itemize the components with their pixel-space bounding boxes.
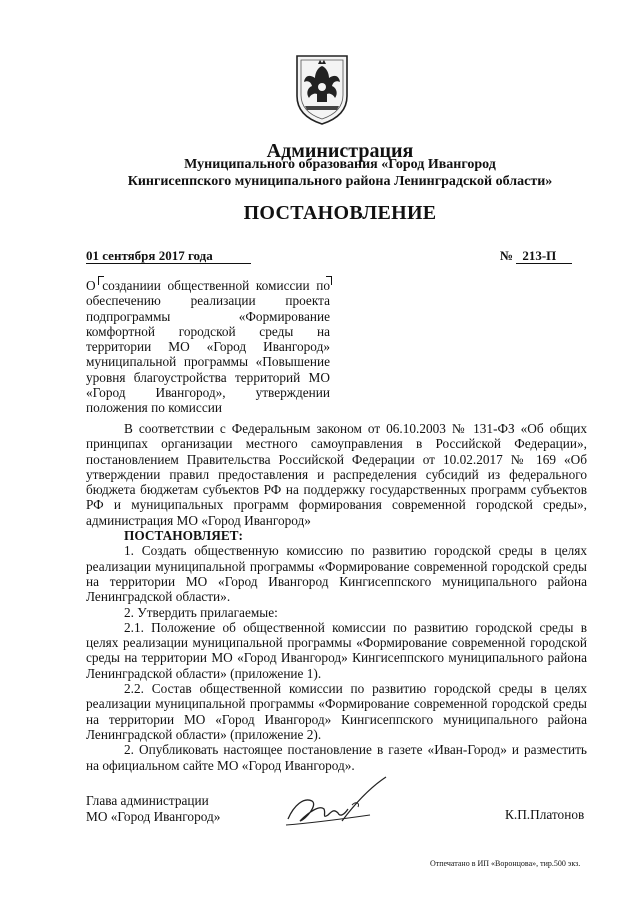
item-1: 1. Создать общественную комиссию по развитию городской среды в целях реализации муниципальной программы «Формирование современной городской среды на территории МО «Город Ивангород Кингисеппского муниципального района Ленинградской области».	[86, 543, 587, 605]
org-district: Кингисеппского муниципального района Ленинградской области»	[127, 174, 553, 189]
signatory-position	[86, 793, 220, 825]
preamble: В соответствии с Федеральным законом от 06.10.2003 № 131-ФЗ «Об общих принципах организации местного самоуправления в Российской Федерации», постановлением Правительства Российской Федерации от 10.02.2017 № 169 «Об утверждении правил предоставления и распределения субсидий из федерального бюджета бюджетам субъектов РФ на поддержку государственных программ субъектов РФ и муниципальных программ формирования современной городской среды», администрация МО «Город Ивангород»	[86, 421, 587, 528]
doc-body	[86, 421, 587, 773]
handwritten-signature-icon	[282, 775, 392, 833]
decrees-label: ПОСТАНОВЛЯЕТ:	[124, 528, 243, 544]
doc-number	[500, 248, 572, 264]
doc-number-value: 213-П	[516, 248, 572, 264]
doc-number-label: №	[500, 248, 514, 263]
doc-date: 01 сентября 2017 года	[86, 248, 251, 264]
item-3: 2. Опубликовать настоящее постановление в газете «Иван-Город» и разместить на официальном сайте МО «Город Ивангород».	[86, 742, 587, 773]
item-2-2: 2.2. Состав общественной комиссии по развитию городской среды в целях реализации муниципальной программы «Формирование современной городской среды на территории МО «Город Ивангород» Кингисеппского муниципального района Ленинградской области» (приложение 2).	[86, 681, 587, 742]
doc-type-title: ПОСТАНОВЛЕНИЕ	[243, 202, 437, 224]
org-municipality: Муниципального образования «Город Ивангород	[184, 157, 496, 172]
print-note: Отпечатано в ИП «Воронцова», тир.500 экз.	[430, 859, 581, 868]
signatory-name: К.П.Платонов	[505, 807, 585, 822]
item-2: 2. Утвердить прилагаемые:	[124, 604, 278, 620]
signatory-position-line2: МО «Город Ивангород»	[86, 809, 221, 824]
signatory-position-line1: Глава администрации	[86, 793, 209, 808]
doc-subject: О созданиии общественной комиссии по обеспечению реализации проекта подпрограммы «Формирование комфортной городской среды на территории МО «Город Ивангород» муниципальной программы «Повышение уровня благоустройства территорий МО «Город Ивангород», утверждении положения по комиссии	[86, 278, 330, 416]
item-2-1: 2.1. Положение об общественной комиссии по развитию городской среды в целях реализации муниципальной программы «Формирование современной городской среды на территории МО «Город Ивангород» Кингисеппского муниципального района Ленинградской области» (приложение 1).	[86, 619, 587, 681]
org-title: Администрация	[266, 140, 414, 162]
coat-of-arms-icon	[293, 50, 351, 126]
